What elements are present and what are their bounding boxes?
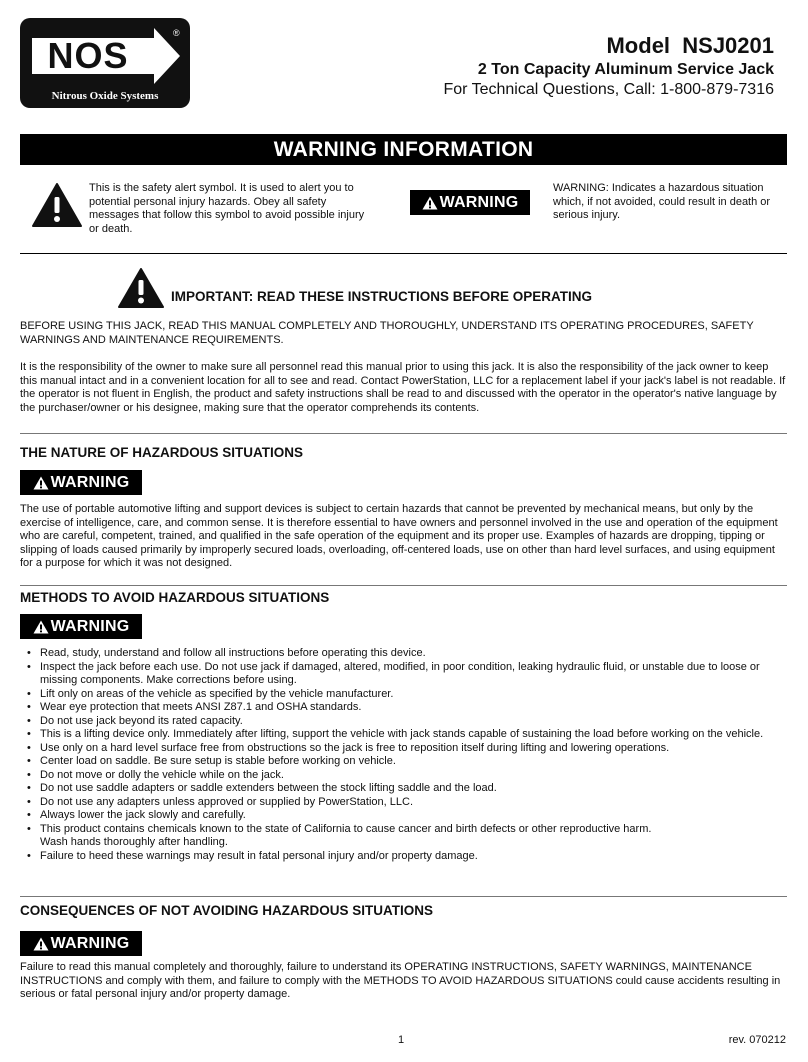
nos-logo-mark — [26, 26, 184, 88]
nature-text: The use of portable automotive lifting and support devices is subject to certain hazards that cannot be prevented by mechanical means, but only by the exercise of intelligence, care, and common sense. It is therefore essential to have owners and personnel involved in the use and operation of the equipment who are careful, competent, trained, and qualified in the safe operation of the equipment and its proper use. Examples of hazards are dropping, tipping or slipping of loads caused primarily by improperly secured loads, overloading, off-centered loads, use on other than hard level surfaces, and using equipment for a purpose for which it was not designed. — [20, 503, 778, 569]
methods-list-item: • Do not use saddle adapters or saddle extenders between the stock lifting saddle and the load. — [24, 782, 788, 796]
logo-text: NOS — [47, 35, 129, 76]
logo-registered: ® — [173, 28, 180, 38]
methods-list-item: • Failure to heed these warnings may result in fatal personal injury and/or property damage. — [24, 850, 788, 864]
warning-badge-label: WARNING — [50, 617, 130, 635]
page-number: 1 — [398, 1034, 405, 1046]
methods-heading: METHODS TO AVOID HAZARDOUS SITUATIONS — [20, 590, 330, 605]
model-title: Model NSJ0201 — [606, 33, 774, 58]
important-heading: IMPORTANT: READ THESE INSTRUCTIONS BEFORE OPERATING — [171, 289, 593, 304]
warning-badge — [20, 931, 142, 956]
warning-badge — [410, 190, 530, 215]
methods-list-item: • Center load on saddle. Be sure setup is stable before working on vehicle. — [24, 755, 788, 769]
nature-heading: THE NATURE OF HAZARDOUS SITUATIONS — [20, 445, 303, 460]
safety-alert-icon-large — [117, 267, 165, 309]
methods-list-item: • Read, study, understand and follow all instructions before operating this device. — [24, 647, 788, 661]
divider — [20, 896, 787, 897]
warning-information-banner: WARNING INFORMATION — [20, 134, 787, 165]
methods-list-item: • Use only on a hard level surface free from obstructions so the jack is free to reposition itself during lifting and lowering operations. — [24, 742, 788, 756]
divider — [20, 253, 787, 254]
important-para-2: It is the responsibility of the owner to make sure all personnel read this manual prior to using this jack. It is also the responsibility of the jack owner to keep this manual intact and in a convenient location for all to see and read. Contact PowerStation, LLC for a replacement label if your jack's label is not readable. If the operator is not fluent in English, the product and safety instructions shall be read to and discussed with the operator in the operator's native language by the purchaser/owner or his designee, making sure that the operator comprehends its contents. — [20, 361, 786, 414]
methods-list — [24, 647, 788, 863]
methods-list-item: • Always lower the jack slowly and carefully. — [24, 809, 788, 823]
warning-badge-label: WARNING — [50, 934, 130, 952]
safety-symbol-description: This is the safety alert symbol. It is used to alert you to potential personal injury hazards. Obey all safety messages that follow this symbol to avoid possible injury or death. — [89, 182, 365, 235]
methods-list-item: • Wear eye protection that meets ANSI Z87.1 and OSHA standards. — [24, 701, 788, 715]
warning-badge-label: WARNING — [439, 193, 519, 211]
revision-code: rev. 070212 — [728, 1034, 786, 1046]
warning-triangle-icon — [33, 620, 49, 634]
methods-list-item: • Do not use jack beyond its rated capacity. — [24, 715, 788, 729]
logo-subtitle: Nitrous Oxide Systems — [51, 90, 159, 102]
warning-definition: WARNING: Indicates a hazardous situation which, if not avoided, could result in death or serious injury. — [553, 182, 771, 221]
safety-alert-icon — [31, 182, 83, 228]
important-para-1: BEFORE USING THIS JACK, READ THIS MANUAL COMPLETELY AND THOROUGHLY, UNDERSTAND ITS OPERATING PROCEDURES, SAFETY WARNINGS AND MAINTENANCE REQUIREMENTS. — [20, 320, 754, 346]
methods-list-item: • Do not use any adapters unless approved or supplied by PowerStation, LLC. — [24, 796, 788, 810]
tech-phone: For Technical Questions, Call: 1-800-879-7316 — [443, 81, 774, 98]
consequences-heading: CONSEQUENCES OF NOT AVOIDING HAZARDOUS SITUATIONS — [20, 903, 434, 918]
warning-badge — [20, 470, 142, 495]
methods-list-item: • Do not move or dolly the vehicle while on the jack. — [24, 769, 788, 783]
methods-list-item: • Lift only on areas of the vehicle as specified by the vehicle manufacturer. — [24, 688, 788, 702]
warning-badge — [20, 614, 142, 639]
warning-triangle-icon — [33, 476, 49, 490]
warning-triangle-icon — [422, 196, 438, 210]
divider — [20, 433, 787, 434]
methods-list-item: • Inspect the jack before each use. Do not use jack if damaged, altered, modified, in poor condition, leaking hydraulic fluid, or unstable due to loose or missing components. Make corrections before using. — [24, 661, 788, 688]
consequences-text: Failure to read this manual completely and thoroughly, failure to understand its OPERATING INSTRUCTIONS, SAFETY WARNINGS, MAINTENANCE INSTRUCTIONS and comply with them, and failure to comply with the METHODS TO AVOID HAZARDOUS SITUATIONS could cause accidents resulting in serious or fatal personal injury and/or property damage. — [20, 961, 781, 1000]
nos-logo — [20, 18, 190, 108]
methods-list-item: • This is a lifting device only. Immediately after lifting, support the vehicle with jack stands capable of sustaining the load before working on the vehicle. — [24, 728, 788, 742]
product-title: 2 Ton Capacity Aluminum Service Jack — [477, 61, 774, 78]
warning-badge-label: WARNING — [50, 473, 130, 491]
divider — [20, 585, 787, 586]
methods-list-item: • This product contains chemicals known to the state of California to cause cancer and birth defects or other reproductive harm. Wash hands thoroughly after handling. — [24, 823, 788, 850]
warning-triangle-icon — [33, 937, 49, 951]
